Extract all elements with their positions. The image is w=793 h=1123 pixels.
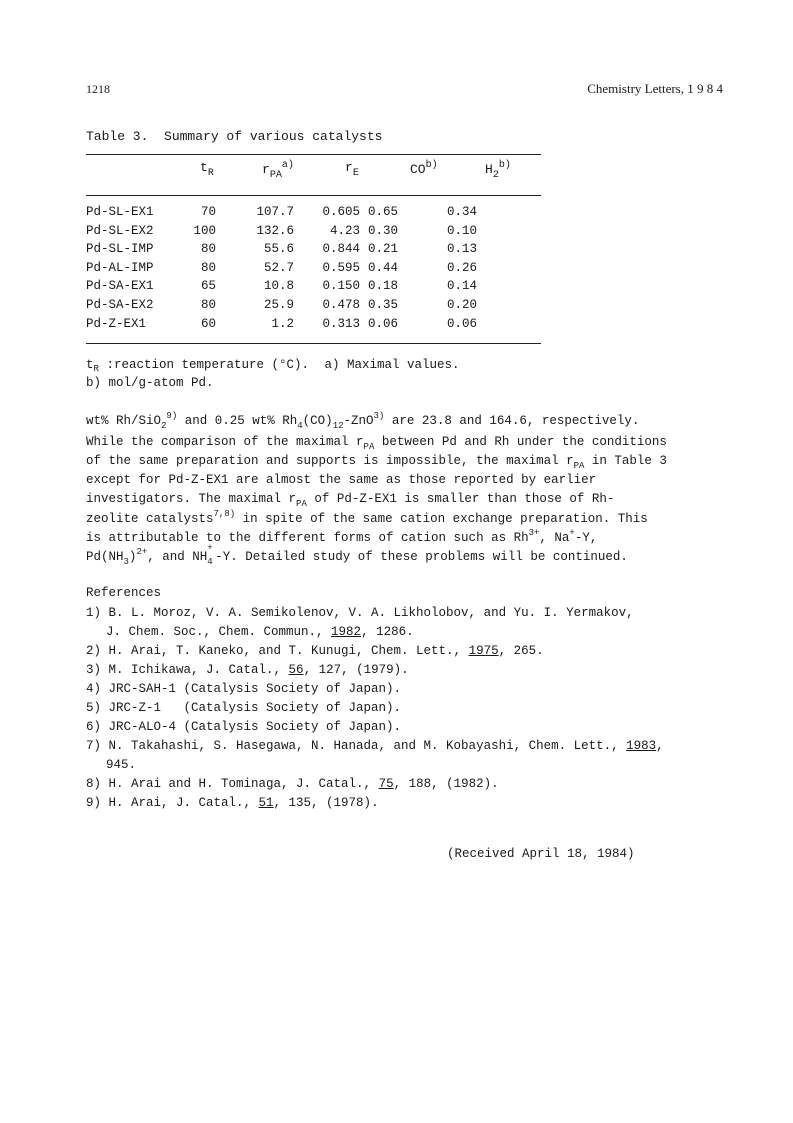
table-cell-re: 0.478 [322,297,360,312]
table-caption: Table 3. Summary of various catalysts [86,129,383,144]
table-cell-co: 0.21 [368,242,399,257]
table-row [86,277,517,296]
body-line-3: of the same preparation and supports is impossible, the maximal $r_{PA}$ in Table 3 [86,454,667,471]
table-cell-re: 0.150 [322,279,360,294]
received-date: (Received April 18, 1984) [447,847,635,861]
table-cell-name: Pd-SL-EX2 [86,223,154,238]
table-cell-co: 0.65 [368,205,399,219]
table-cell-rpa: 107.7 [256,205,294,219]
table-cell-rpa: 1.2 [271,316,294,331]
table-cell-co: 0.30 [368,223,399,238]
reference-4: 4) JRC-SAH-1 (Catalysis Society of Japan). [86,682,402,696]
table-row [86,222,517,241]
table-cell-re: 0.844 [322,242,360,257]
table-cell-re: 0.313 [322,316,360,331]
table-cell-name: Pd-Z-EX1 [86,316,147,331]
table-cell-co: 0.35 [368,297,399,312]
table-cell-re: 4.23 [329,223,360,238]
table-row [86,259,517,278]
table-cell-h2: 0.34 [447,205,478,219]
reference-8: 8) H. Arai and H. Tominaga, J. Catal., 75, 188, (1982). [86,777,499,791]
table-cell-h2: 0.14 [447,279,478,294]
table-cell-co: 0.06 [368,316,399,331]
journal-header: Chemistry Letters, 1 9 8 4 [587,81,723,96]
table-cell-tr: 70 [200,205,216,219]
table-cell-tr: 60 [200,316,216,331]
reference-6: 6) JRC-ALO-4 (Catalysis Society of Japan). [86,720,402,734]
table-cell-tr: 80 [200,260,216,275]
reference-7-cont: 945. [106,758,137,772]
reference-1-cont: J. Chem. Soc., Chem. Commun., 1982, 1286. [106,625,414,639]
table-cell-re: 0.595 [322,260,360,275]
catalyst-table [86,203,517,333]
reference-3: 3) M. Ichikawa, J. Catal., 56, 127, (1979). [86,663,409,677]
table-cell-h2: 0.10 [447,223,478,238]
table-row [86,240,517,259]
table-cell-re: 0.605 [322,205,360,219]
table-cell-rpa: 52.7 [263,260,294,275]
table-top-rule [86,154,541,155]
page-number: 1218 [86,82,110,96]
body-line-6: zeolite catalysts$^{7,8)}$ in spite of the same cation exchange preparation. This [86,509,648,526]
table-row [86,296,517,315]
table-row [86,203,517,222]
col-header-co: CO$^{b)}$ [410,160,438,177]
body-line-7: is attributable to the different forms of cation such as $Rh^{3+}$, Na+-Y, [86,528,598,545]
reference-2: 2) H. Arai, T. Kaneko, and T. Kunugi, Chem. Lett., 1975, 265. [86,644,544,658]
body-line-8: $Pd(NH_3)^{2+}$, and NH + 4 -Y. Detailed study of these problems will be continued. [86,543,628,567]
table-cell-name: Pd-SA-EX1 [86,279,154,294]
references-heading: References [86,586,162,600]
col-header-h2: $H_2^{b)}$ [485,160,511,181]
reference-1: 1) B. L. Moroz, V. A. Semikolenov, V. A. Likholobov, and Yu. I. Yermakov, [86,606,634,620]
table-footnote-b: b) mol/g-atom Pd. [86,376,214,390]
table-bottom-rule [86,343,541,344]
table-cell-rpa: 132.6 [256,223,294,238]
table-row [86,315,517,334]
table-cell-rpa: 25.9 [263,297,294,312]
col-header-rpa: $r_{PA}^{a)}$ [262,160,294,181]
reference-7: 7) N. Takahashi, S. Hasegawa, N. Hanada, and M. Kobayashi, Chem. Lett., 1983, [86,739,664,753]
reference-9: 9) H. Arai, J. Catal., 51, 135, (1978). [86,796,379,810]
reference-5: 5) JRC-Z-1 (Catalysis Society of Japan). [86,701,402,715]
table-cell-tr: 100 [193,223,216,238]
table-cell-h2: 0.06 [447,316,478,331]
col-header-re: $r_E$ [345,160,359,179]
table-cell-name: Pd-SL-IMP [86,242,154,257]
footnote-a: a) Maximal values. [324,358,460,372]
table-cell-rpa: 55.6 [263,242,294,257]
table-cell-tr: 80 [200,242,216,257]
body-line-5: investigators. The maximal $r_{PA}$ of Pd-Z-EX1 is smaller than those of Rh- [86,492,615,509]
table-cell-name: Pd-SL-EX1 [86,205,154,219]
table-cell-rpa: 10.8 [263,279,294,294]
table-cell-h2: 0.26 [447,260,478,275]
table-cell-co: 0.44 [368,260,399,275]
body-line-2: While the comparison of the maximal $r_{PA}$ between Pd and Rh under the conditions [86,435,667,452]
table-cell-tr: 65 [200,279,216,294]
table-footnote-tr: $t_R$ :reaction temperature (°C). a) Maximal values. [86,358,460,374]
table-cell-h2: 0.13 [447,242,478,257]
table-cell-h2: 0.20 [447,297,478,312]
table-header-rule [86,195,541,196]
table-cell-name: Pd-SA-EX2 [86,297,154,312]
table-cell-name: Pd-AL-IMP [86,260,154,275]
body-line-4: except for Pd-Z-EX1 are almost the same as those reported by earlier [86,473,597,487]
table-cell-co: 0.18 [368,279,399,294]
col-header-tr: $t_R$ [200,160,214,179]
table-cell-tr: 80 [200,297,216,312]
body-line-1: wt% Rh/SiO$_2^{9)}$ and 0.25 wt% $Rh_4(CO)_{12}-ZnO^{3)}$ are 23.8 and 164.6, respectively. [86,411,640,431]
